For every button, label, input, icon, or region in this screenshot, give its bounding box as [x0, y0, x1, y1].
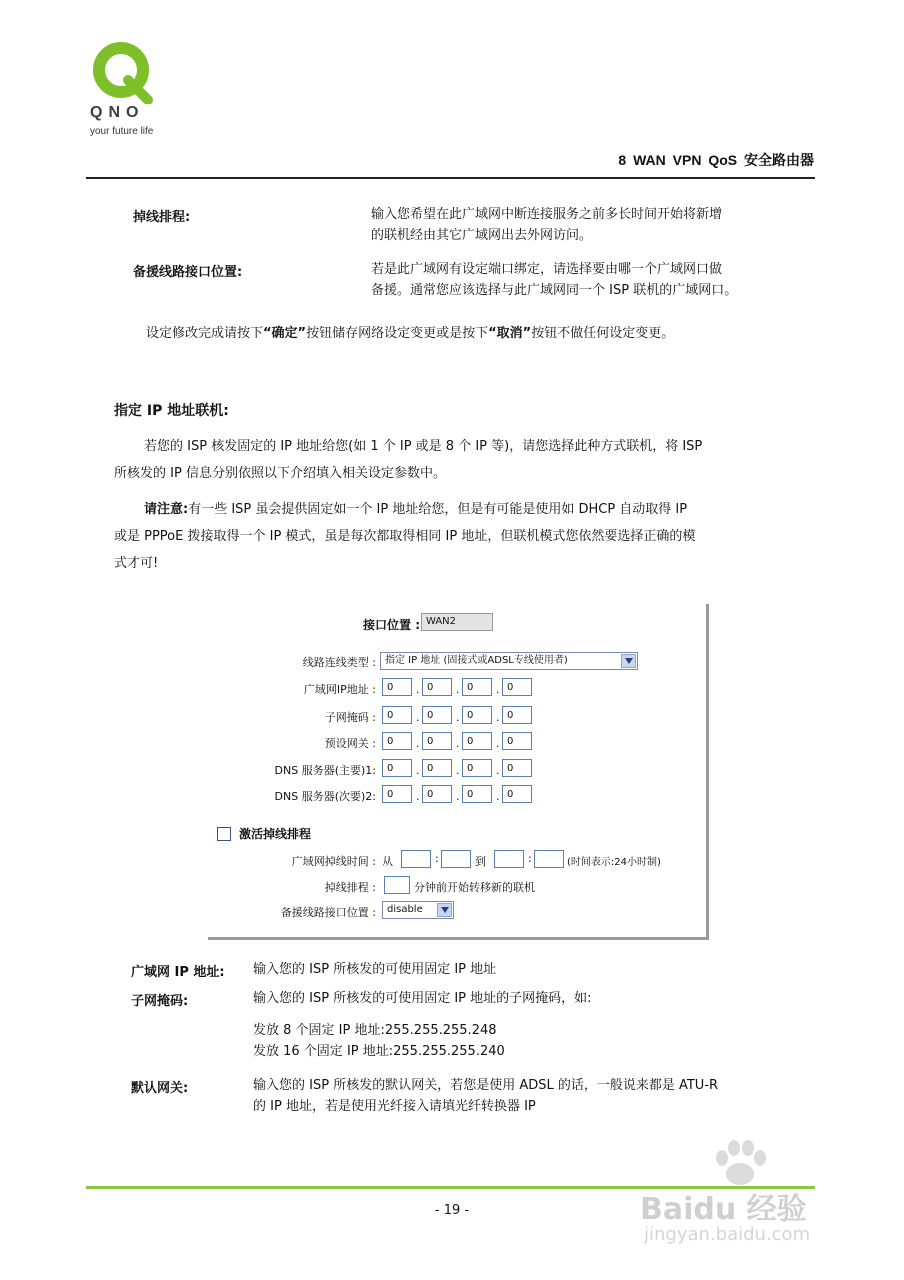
wan-settings-panel: 接口位置 : WAN2 线路连线类型 : 指定 IP 地址 (固接式或ADSL专线使用者) 广域网IP地址 : 0 . 0 . 0 . 0 子网掩码 : 0 . 0 . 0 . 0 预设网关 : 0 . 0 . 0 . 0 DNS 服务器(主要)1: 0 . 0 . 0 . 0 DNS 服务器(次要)2: 0 . 0 . 0 . 0 激活掉线排程 广域网掉线时间 : 从 : 到 : (时间表示:24小时制) 掉线排程 : 分钟前开始转移新的联机 备援线路接口位置 : disable — [208, 604, 709, 940]
ip-octet-input[interactable]: 0 — [502, 785, 532, 803]
definition-term: 子网掩码: — [131, 994, 189, 1009]
ip-octet-input[interactable]: 0 — [382, 759, 412, 777]
drop-schedule-label: 掉线排程 : — [324, 881, 376, 894]
logo-brand: QNO — [90, 104, 145, 121]
activate-schedule-checkbox[interactable] — [217, 827, 231, 841]
baidu-watermark — [640, 1140, 850, 1260]
activate-schedule-label: 激活掉线排程 — [239, 827, 312, 841]
from-minute-input[interactable] — [441, 850, 471, 868]
ip-octet-input[interactable]: 0 — [382, 706, 412, 724]
ip-octet-input[interactable]: 0 — [462, 785, 492, 803]
page-number: - 19 - — [434, 1203, 470, 1218]
ip-octet-input[interactable]: 0 — [462, 759, 492, 777]
definition-desc: 输入您的 ISP 所核发的可使用固定 IP 地址的子网掩码，如: — [253, 991, 592, 1006]
backup-interface-label: 备援线路接口位置 : — [280, 906, 376, 919]
ip-octet-input[interactable]: 0 — [462, 706, 492, 724]
ip-octet-input[interactable]: 0 — [502, 759, 532, 777]
section-paragraph-2: 请注意:有一些 ISP 虽会提供固定如一个 IP 地址给您，但是有可能是使用如 DHCP 自动取得 IP 或是 PPPoE 拨接取得一个 IP 模式，虽是每次都取得相同 IP 地址，但联机模式您依然要选择正确的模 式才可! — [114, 502, 696, 571]
ip-octet-input[interactable]: 0 — [462, 678, 492, 696]
interface-label: 接口位置 : — [363, 618, 420, 632]
qno-logo-icon — [88, 40, 158, 104]
drop-minutes-input[interactable] — [384, 876, 410, 894]
drop-schedule-suffix: 分钟前开始转移新的联机 — [414, 881, 535, 894]
ip-octet-input[interactable]: 0 — [382, 678, 412, 696]
ip-octet-input[interactable]: 0 — [502, 706, 532, 724]
chevron-down-icon — [437, 903, 452, 917]
definition-desc: 发放 8 个固定 IP 地址:255.255.255.248 发放 16 个固定 IP 地址:255.255.255.240 — [253, 1023, 505, 1059]
qno-logo — [88, 40, 172, 140]
section-paragraph-1: 若您的 ISP 核发固定的 IP 地址给您(如 1 个 IP 或是 8 个 IP 等)，请您选择此种方式联机，将 ISP 所核发的 IP 信息分别依照以下介绍填入相关设定参数中。 — [114, 439, 703, 481]
chevron-down-icon — [621, 654, 636, 668]
paw-icon — [710, 1140, 770, 1190]
ip-octet-input[interactable]: 0 — [382, 732, 412, 750]
backup-interface-select[interactable]: disable — [382, 901, 454, 919]
save-note: 设定修改完成请按下“确定”按钮储存网络设定变更或是按下“取消”按钮不做任何设定变更。 — [146, 326, 675, 341]
ip-octet-input[interactable]: 0 — [462, 732, 492, 750]
logo-tagline: your future life — [90, 126, 154, 137]
definition-desc: 输入您的 ISP 所核发的可使用固定 IP 地址 — [253, 962, 497, 977]
interface-field: WAN2 — [421, 613, 493, 631]
ip-octet-input[interactable]: 0 — [382, 785, 412, 803]
definition-desc: 输入您希望在此广域网中断连接服务之前多长时间开始将新增 的联机经由其它广域网出去外网访问。 — [371, 207, 723, 243]
definition-term: 默认网关: — [131, 1081, 189, 1096]
definition-desc: 若是此广域网有设定端口绑定，请选择要由哪一个广域网口做 备援。通常您应该选择与此广域网同一个 ISP 联机的广域网口。 — [371, 262, 738, 298]
from-hour-input[interactable] — [401, 850, 431, 868]
to-minute-input[interactable] — [534, 850, 564, 868]
definition-desc: 输入您的 ISP 所核发的默认网关，若您是使用 ADSL 的话，一般说来都是 ATU-R 的 IP 地址，若是使用光纤接入请填光纤转换器 IP — [253, 1078, 719, 1114]
from-label: 从 — [382, 855, 393, 868]
to-label: 到 — [475, 855, 486, 868]
schedule-time-label: 广域网掉线时间 : — [291, 855, 376, 868]
ip-octet-input[interactable]: 0 — [422, 678, 452, 696]
section-heading: 指定 IP 地址联机: — [114, 403, 229, 419]
ip-octet-input[interactable]: 0 — [502, 678, 532, 696]
ip-octet-input[interactable]: 0 — [422, 732, 452, 750]
connection-type-select[interactable]: 指定 IP 地址 (固接式或ADSL专线使用者) — [380, 652, 638, 670]
to-hour-input[interactable] — [494, 850, 524, 868]
ip-octet-input[interactable]: 0 — [422, 759, 452, 777]
ip-octet-input[interactable]: 0 — [422, 785, 452, 803]
definition-term: 掉线排程: — [133, 210, 191, 225]
ip-octet-input[interactable]: 0 — [422, 706, 452, 724]
definition-term: 广域网 IP 地址: — [131, 965, 225, 980]
watermark-brand: Baidu 经验 — [640, 1192, 807, 1227]
connection-type-label: 线路连线类型 : — [302, 656, 376, 669]
ip-octet-input[interactable]: 0 — [502, 732, 532, 750]
time-format-note: (时间表示:24小时制) — [567, 857, 661, 868]
header-divider — [86, 177, 815, 179]
watermark-url: jingyan.baidu.com — [644, 1224, 811, 1245]
header-title: 8 WAN VPN QoS 安全路由器 — [618, 152, 814, 168]
definition-term: 备援线路接口位置: — [133, 265, 243, 280]
